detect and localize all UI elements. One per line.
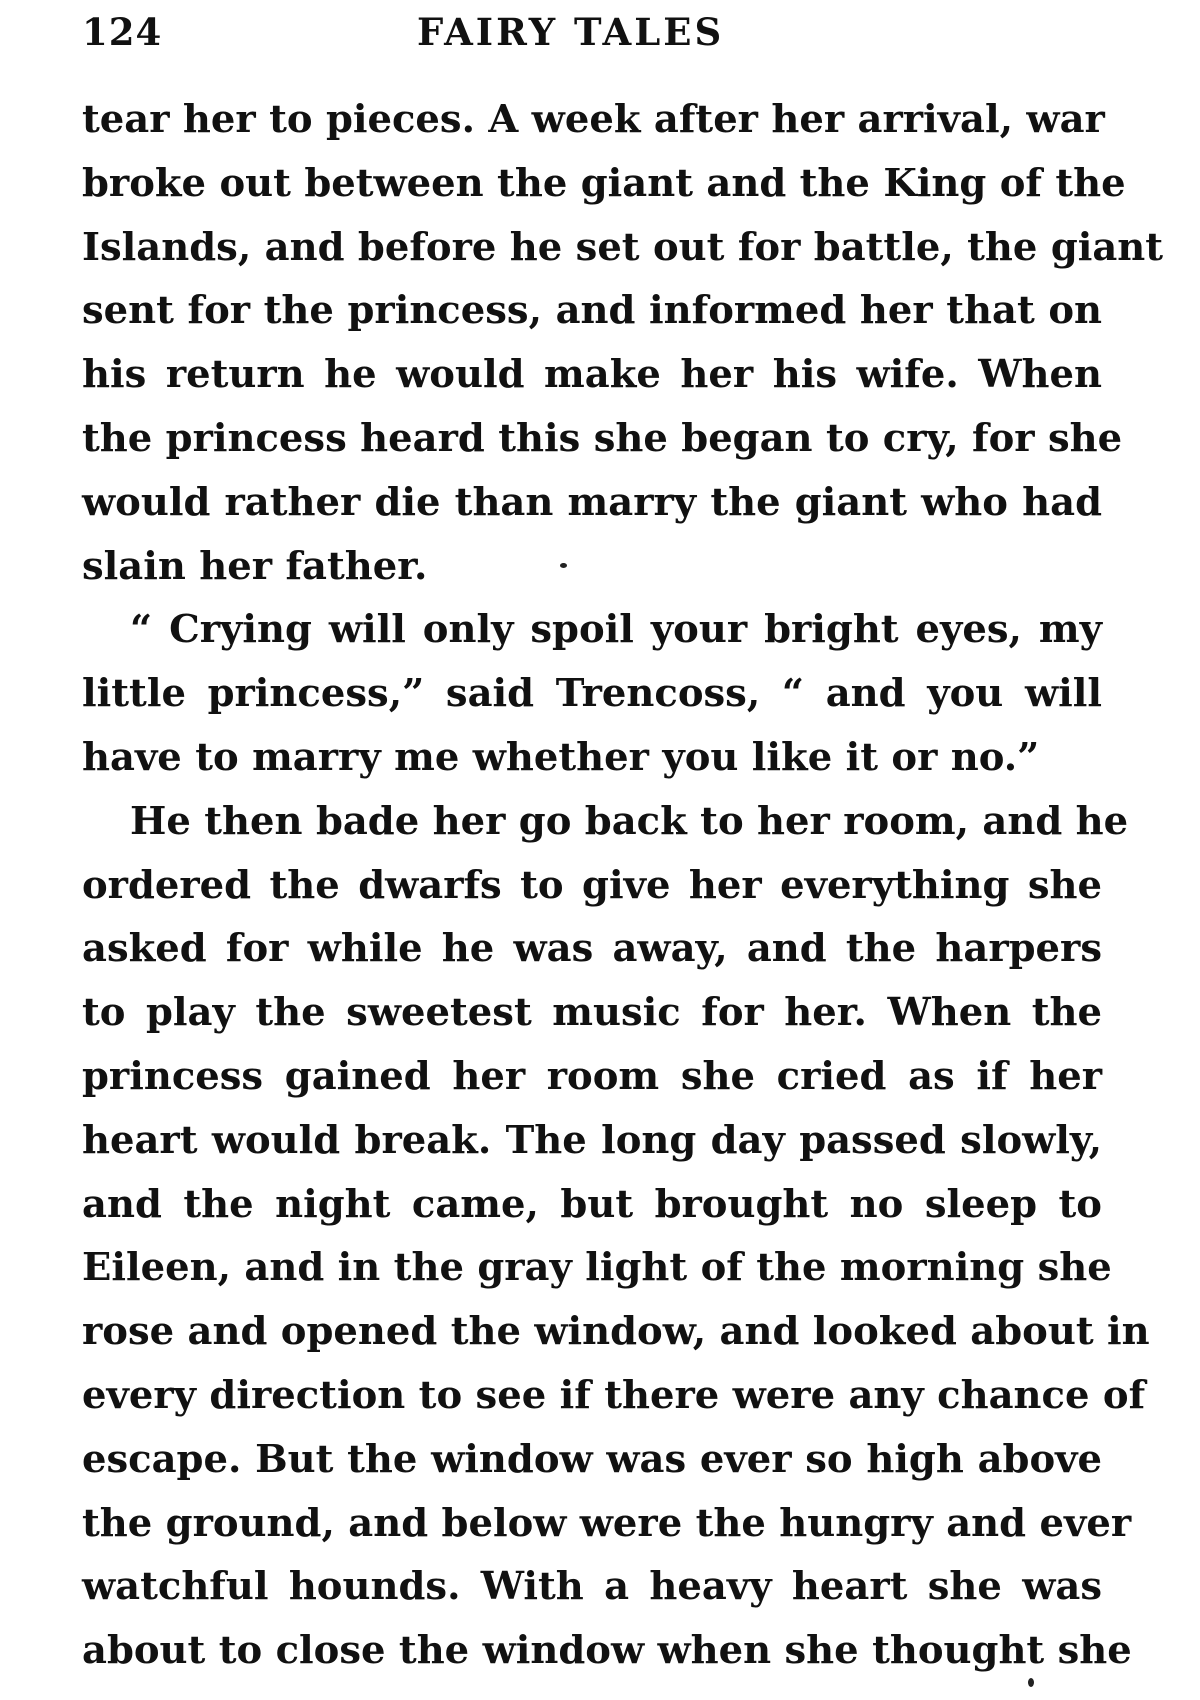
text-line: and the night came, but brought no sleep to <box>82 1181 1102 1227</box>
text-line: escape. But the window was ever so high above <box>82 1436 1102 1482</box>
text-line: his return he would make her his wife. When <box>82 352 1102 398</box>
text-line: have to marry me whether you like it or no.” <box>82 734 1040 780</box>
text-line: about to close the window when she thought she <box>82 1628 1132 1674</box>
text-line: He then bade her go back to her room, and he <box>130 798 1129 844</box>
text-line: ordered the dwarfs to give her everything she <box>82 862 1102 908</box>
text-line: broke out between the giant and the King of the <box>82 160 1126 206</box>
text-line: the ground, and below were the hungry and ever <box>82 1500 1132 1546</box>
text-line: princess gained her room she cried as if her <box>82 1053 1102 1099</box>
body-text <box>82 88 1164 1683</box>
text-line: to play the sweetest music for her. When the <box>82 990 1102 1036</box>
text-line: would rather die than marry the giant who had <box>82 479 1102 525</box>
running-title: FAIRY TALES <box>417 10 725 54</box>
text-line: rose and opened the window, and looked about in <box>82 1309 1150 1355</box>
text-line: “ Crying will only spoil your bright eyes, my <box>130 607 1102 653</box>
text-line: little princess,” said Trencoss, “ and you will <box>82 671 1102 717</box>
text-line: sent for the princess, and informed her that on <box>82 288 1102 334</box>
text-line: slain her father. <box>82 543 428 589</box>
text-line: asked for while he was away, and the harpers <box>82 926 1102 972</box>
ink-speck <box>560 563 567 568</box>
text-line: Islands, and before he set out for battle, the giant <box>82 224 1164 270</box>
text-line: watchful hounds. With a heavy heart she was <box>82 1564 1102 1610</box>
ink-speck <box>1028 1678 1034 1687</box>
text-line: Eileen, and in the gray light of the morning she <box>82 1245 1112 1291</box>
text-line: the princess heard this she began to cry, for she <box>82 415 1123 461</box>
page-number: 124 <box>82 10 163 54</box>
text-line: tear her to pieces. A week after her arrival, war <box>82 97 1105 142</box>
running-head <box>82 10 1092 60</box>
text-line: heart would break. The long day passed slowly, <box>82 1117 1102 1163</box>
text-line: every direction to see if there were any chance of <box>82 1372 1146 1418</box>
